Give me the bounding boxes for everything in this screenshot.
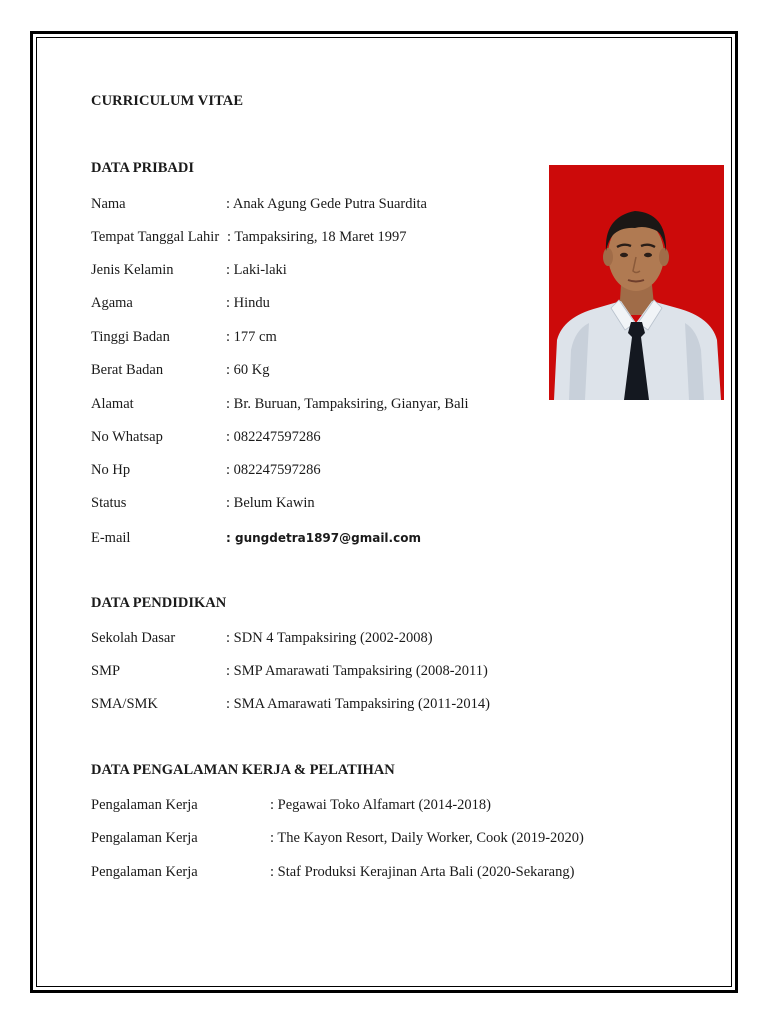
personal-label: Tempat Tanggal Lahir xyxy=(91,229,220,245)
experience-value: : Staf Produksi Kerajinan Arta Bali (2020-Sekarang) xyxy=(270,864,575,880)
experience-label: Pengalaman Kerja xyxy=(91,864,198,880)
personal-label: Nama xyxy=(91,196,126,212)
personal-value: : Hindu xyxy=(226,295,270,311)
education-value: : SMP Amarawati Tampaksiring (2008-2011) xyxy=(226,663,488,679)
personal-value: : 177 cm xyxy=(226,329,277,345)
experience-label: Pengalaman Kerja xyxy=(91,830,198,846)
personal-label: Tinggi Badan xyxy=(91,329,170,345)
experience-value: : Pegawai Toko Alfamart (2014-2018) xyxy=(270,797,492,813)
personal-label: Jenis Kelamin xyxy=(91,262,174,278)
education-label: SMA/SMK xyxy=(91,696,158,712)
education-heading: DATA PENDIDIKAN xyxy=(91,595,227,611)
personal-label: Berat Badan xyxy=(91,362,164,378)
education-label: Sekolah Dasar xyxy=(91,630,176,646)
personal-value: : 082247597286 xyxy=(226,462,321,478)
personal-label: Agama xyxy=(91,295,133,311)
experience-label: Pengalaman Kerja xyxy=(91,797,198,813)
education-value: : SMA Amarawati Tampaksiring (2011-2014) xyxy=(226,696,490,712)
experience-value: : The Kayon Resort, Daily Worker, Cook (2019-2020) xyxy=(270,830,584,846)
page-title: CURRICULUM VITAE xyxy=(91,93,244,109)
personal-data-heading: DATA PRIBADI xyxy=(91,160,194,176)
personal-value: : 082247597286 xyxy=(226,429,321,445)
personal-value: : Belum Kawin xyxy=(226,495,315,511)
experience-heading: DATA PENGALAMAN KERJA & PELATIHAN xyxy=(91,762,395,778)
personal-label: E-mail xyxy=(91,530,131,546)
profile-photo xyxy=(549,165,724,400)
education-value: : SDN 4 Tampaksiring (2002-2008) xyxy=(226,630,433,646)
personal-label: No Whatsap xyxy=(91,429,163,445)
personal-value: : Tampaksiring, 18 Maret 1997 xyxy=(227,229,407,245)
email-value: : gungdetra1897@gmail.com xyxy=(226,531,421,545)
education-label: SMP xyxy=(91,663,121,679)
personal-value: : 60 Kg xyxy=(226,362,270,378)
personal-value: : Anak Agung Gede Putra Suardita xyxy=(226,196,427,212)
personal-label: No Hp xyxy=(91,462,131,478)
personal-value: : Br. Buruan, Tampaksiring, Gianyar, Bali xyxy=(226,396,469,412)
personal-label: Status xyxy=(91,495,127,511)
personal-label: Alamat xyxy=(91,396,134,412)
personal-value: : Laki-laki xyxy=(226,262,287,278)
